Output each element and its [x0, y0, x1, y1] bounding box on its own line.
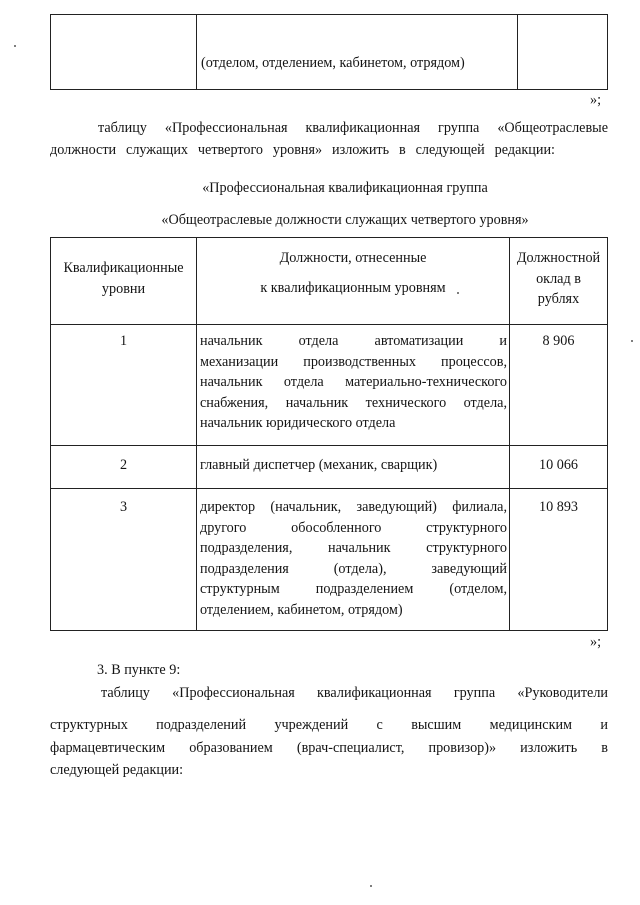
position-line: начальник юридического отдела [200, 415, 396, 431]
table-row [51, 325, 608, 446]
position-line: снабжения, начальник технического отдела, [200, 394, 507, 411]
header-text: оклад в [536, 270, 581, 287]
positions-cell [197, 489, 510, 631]
paragraph-line: следующей редакции: [50, 762, 184, 778]
scan-speck [14, 45, 16, 47]
top-table-text-cell [197, 15, 518, 90]
header-text: Квалификационные [63, 260, 184, 276]
positions-cell [197, 446, 510, 489]
level-number: 2 [119, 457, 128, 473]
header-cell-levels [51, 238, 197, 325]
scan-speck [631, 340, 633, 342]
header-text: уровни [101, 280, 146, 297]
position-line: начальник отдела автоматизации и [200, 333, 507, 349]
level-number: 3 [119, 499, 128, 515]
position-line: подразделения (отдела), заведующий [200, 560, 507, 577]
position-line: механизации производственных процессов, [200, 353, 507, 370]
level-cell [51, 325, 197, 446]
header-text: Должностной [516, 250, 601, 266]
scan-speck [457, 292, 459, 294]
level-cell [51, 446, 197, 489]
table-row [51, 489, 608, 631]
table-heading-line: «Профессиональная квалификационная группа [202, 180, 488, 196]
table-heading-line: «Общеотраслевые должности служащих четвертого уровня» [161, 212, 529, 228]
paragraph-line: таблицу «Профессиональная квалификационная группа «Общеотраслевые [98, 120, 608, 136]
level-number: 1 [119, 333, 128, 349]
paragraph-line: таблицу «Профессиональная квалификационная группа «Руководители [101, 685, 608, 701]
positions-cell [197, 325, 510, 446]
position-line: отделением, кабинетом, отрядом) [200, 601, 403, 618]
salary-value: 8 906 [542, 333, 575, 349]
header-text: Должности, отнесенные [279, 250, 427, 266]
table-header-row [51, 238, 608, 325]
salary-cell [510, 446, 608, 489]
header-text: к квалификационным уровням [260, 279, 446, 296]
top-table-empty-cell [518, 15, 608, 90]
top-table [50, 14, 608, 90]
header-text: рублях [537, 291, 580, 307]
item-heading: 3. В пункте 9: [97, 662, 181, 678]
position-line: главный диспетчер (механик, сварщик) [200, 457, 438, 473]
position-line: директор (начальник, заведующий) филиала, [200, 499, 507, 515]
closing-quote: »; [590, 92, 602, 108]
header-cell-positions [197, 238, 510, 325]
closing-quote: »; [590, 634, 602, 650]
paragraph-line: должности служащих четвертого уровня» изложить в следующей редакции: [50, 142, 555, 158]
table-row [51, 446, 608, 489]
position-line: другого обособленного структурного [200, 519, 507, 536]
position-line: структурным подразделением (отделом, [200, 581, 507, 597]
position-line: подразделения, начальник структурного [200, 540, 507, 556]
salary-value: 10 066 [538, 457, 578, 473]
position-line: начальник отдела материально-технического [200, 374, 507, 390]
salary-cell [510, 325, 608, 446]
paragraph-line: структурных подразделений учреждений с высшим медицинским и [50, 717, 608, 733]
salary-cell [510, 489, 608, 631]
top-table-empty-cell [51, 15, 197, 90]
paragraph-line: фармацевтическим образованием (врач-специалист, провизор)» изложить в [50, 740, 608, 756]
salary-value: 10 893 [538, 499, 578, 515]
top-table-cell-text: (отделом, отделением, кабинетом, отрядом) [201, 55, 465, 71]
qualification-table [50, 237, 608, 631]
level-cell [51, 489, 197, 631]
header-cell-salary [510, 238, 608, 325]
scan-speck [370, 885, 372, 887]
